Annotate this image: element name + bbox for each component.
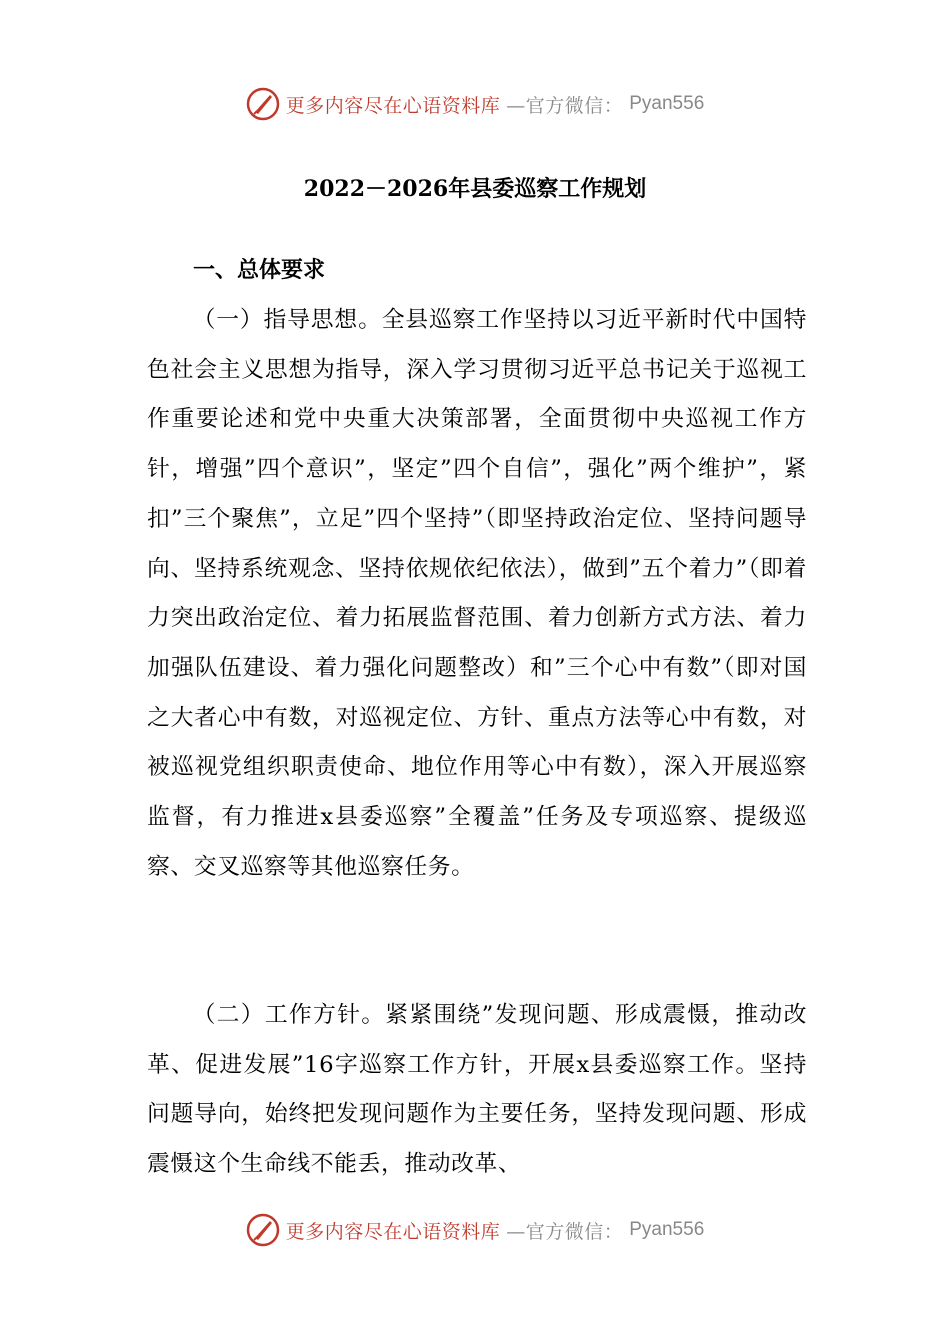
watermark-wechat-id: Pyan556 <box>629 93 705 114</box>
watermark-label: —官方微信： <box>506 94 624 117</box>
watermark-header <box>0 84 950 124</box>
section-heading: 一、总体要求 <box>193 258 326 283</box>
watermark-label: —官方微信： <box>506 1220 624 1243</box>
watermark-footer <box>0 1210 950 1250</box>
watermark-text: 更多内容尽在心语资料库 <box>285 94 501 117</box>
quill-logo-icon <box>246 87 280 121</box>
watermark-wechat-id: Pyan556 <box>629 1219 705 1240</box>
watermark-text: 更多内容尽在心语资料库 <box>285 1220 501 1243</box>
paragraph-guiding-ideology: （一）指导思想。全县巡察工作坚持以习近平新时代中国特色社会主义思想为指导，深入学习贯彻习近平总书记关于巡视工作重要论述和党中央重大决策部署，全面贯彻中央巡视工作方针，增强”四个意识”，坚定”四个自信”，强化”两个维护”，紧扣”三个聚焦”，立足”四个坚持”（即坚持政治定位、坚持问题导向、坚持系统观念、坚持依规依纪依法），做到”五个着力”（即着力突出政治定位、着力拓展监督范围、着力创新方式方法、着力加强队伍建设、着力强化问题整改）和”三个心中有数”（即对国之大者心中有数，对巡视定位、方针、重点方法等心中有数，对被巡视党组织职责使命、地位作用等心中有数），深入开展巡察监督，有力推进x县委巡察”全覆盖”任务及专项巡察、提级巡察、交叉巡察等其他巡察任务。 <box>147 307 807 880</box>
paragraph-work-policy: （二）工作方针。紧紧围绕”发现问题、形成震慑，推动改革、促进发展”16字巡察工作方针，开展x县委巡察工作。坚持问题导向，始终把发现问题作为主要任务，坚持发现问题、形成震慑这个生命线不能丢，推动改革、 <box>147 1002 807 1178</box>
quill-logo-icon <box>246 1213 280 1247</box>
document-title: 2022－2026年县委巡察工作规划 <box>303 176 647 202</box>
